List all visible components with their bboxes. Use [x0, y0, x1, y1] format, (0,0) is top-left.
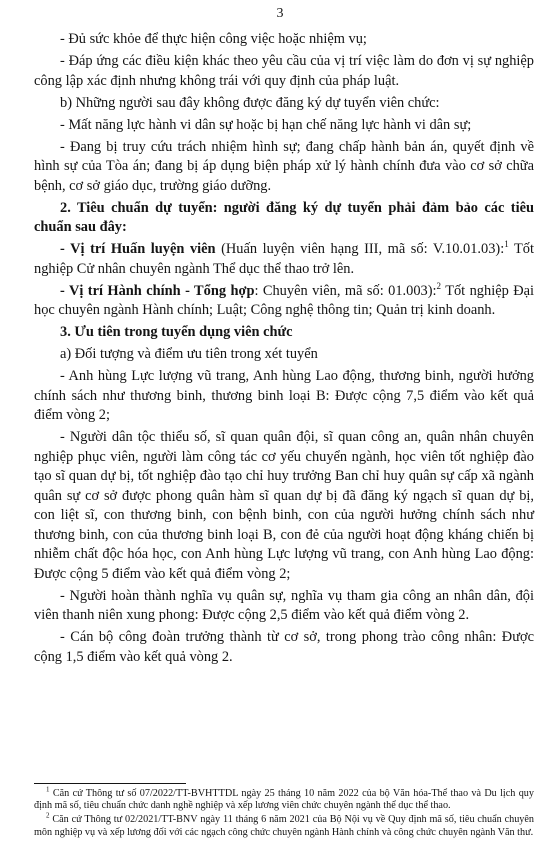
- paragraph: - Đáp ứng các điều kiện khác theo yêu cầu của vị trí việc làm do đơn vị sự nghiệp công lập xác định nhưng không trái với quy định của pháp luật.: [34, 53, 534, 89]
- footnotes: [34, 785, 534, 841]
- footnote-mark-2: 2: [46, 812, 50, 821]
- position-admin-detail: : Chuyên viên, mã số: 01.003):: [254, 282, 437, 299]
- footnote-mark-1: 1: [46, 785, 50, 794]
- position-coach-text: Tốt nghiệp Cử nhân chuyên ngành Thể dục thể thao trở lên.: [34, 241, 535, 277]
- section-3a-subheading: a) Đối tượng và điểm ưu tiên trong xét tuyển: [60, 346, 318, 362]
- priority-item: - Anh hùng Lực lượng vũ trang, Anh hùng Lao động, thương binh, người hưởng chính sách như thương binh, thương binh loại B: Được cộng 7,5 điểm vào kết quả điểm vòng 2;: [34, 368, 534, 423]
- paragraph: b) Những người sau đây không được đăng ký dự tuyển viên chức:: [60, 94, 440, 111]
- footnote-ref-1: 1: [504, 239, 509, 250]
- position-admin-text: Tốt nghiệp Đại học chuyên ngành Hành chính; Luật; Công nghệ thông tin; Quản trị kinh doanh.: [34, 282, 534, 318]
- footnote-ref-2: 2: [436, 280, 442, 291]
- position-coach-label: - Vị trí Huấn luyện viên: [60, 241, 216, 257]
- section-3-heading: 3. Ưu tiên trong tuyển dụng viên chức: [60, 324, 293, 340]
- footnote-2: [34, 814, 534, 838]
- footnote-text-2: Căn cứ Thông tư 02/2021/TT-BNV ngày 11 tháng 6 năm 2021 của Bộ Nội vụ về Quy định mã số, tiêu chuẩn chuyên môn nghiệp vụ và xếp lương đối với các ngạch công chức chuyên ngành Hành chính và công chức chuyên ngành Văn thư.: [34, 814, 534, 838]
- paragraph: - Đủ sức khỏe để thực hiện công việc hoặc nhiệm vụ;: [60, 31, 367, 47]
- priority-item: - Cán bộ công đoàn trưởng thành từ cơ sở, trong phong trào công nhân: Được cộng 1,5 điểm vào kết quả vòng 2.: [34, 629, 534, 665]
- priority-item: - Người hoàn thành nghĩa vụ quân sự, nghĩa vụ tham gia công an nhân dân, đội viên thanh niên xung phong: Được cộng 2,5 điểm vào kết quả điểm vòng 2.: [34, 587, 534, 623]
- position-coach-paragraph: [34, 240, 534, 279]
- footnote-1: [34, 785, 534, 812]
- position-admin-paragraph: [34, 282, 534, 321]
- paragraph: - Đang bị truy cứu trách nhiệm hình sự; đang chấp hành bản án, quyết định về hình sự của Tòa án; đang bị áp dụng biện pháp xử lý hành chính đưa vào cơ sở chữa bệnh, cơ sở giáo dục, trường giáo dưỡng.: [34, 138, 534, 194]
- section-2-heading: 2. Tiêu chuẩn dự tuyển: người đăng ký dự tuyển phải đảm bảo các tiêu chuẩn sau đây:: [34, 199, 534, 235]
- footnote-separator: [34, 783, 186, 784]
- footnote-text-1: Căn cứ Thông tư số 07/2022/TT-BVHTTDL ngày 25 tháng 10 năm 2022 của bộ Văn hóa-Thể thao và Du lịch quy định mã số, tiêu chuẩn chức danh nghề nghiệp và xếp lương viên chức chuyên ngành thể dục thể thao.: [34, 788, 534, 812]
- position-coach-detail: (Huấn luyện viên hạng III, mã số: V.10.01.03):: [215, 241, 505, 257]
- priority-item: - Người dân tộc thiểu số, sĩ quan quân đội, sĩ quan công an, quân nhân chuyên nghiệp phục viên, người làm công tác cơ yếu chuyển ngành, học viên tốt nghiệp đào tạo sĩ quan dự bị, tốt nghiệp đào tạo chỉ huy trưởng Ban chỉ huy quân sự cấp xã ngành quân sự cơ sở được phong quân hàm sĩ quan dự bị đã đăng ký ngạch sĩ quan dự bị, con liệt sĩ, con thương binh, con bệnh binh, con của người hưởng chính sách như thương binh, con của thương binh loại B, con đẻ của người hoạt động kháng chiến bị nhiễm chất độc hóa học, con Anh hùng Lực lượng vũ trang, con Anh hùng Lao động: Được cộng 5 điểm vào kết quả điểm vòng 2;: [34, 429, 534, 582]
- document-body: [34, 30, 534, 667]
- position-admin-label: - Vị trí Hành chính - Tổng hợp: [60, 282, 255, 299]
- paragraph: - Mất năng lực hành vi dân sự hoặc bị hạn chế năng lực hành vi dân sự;: [60, 116, 472, 133]
- page-number: 3: [276, 6, 284, 21]
